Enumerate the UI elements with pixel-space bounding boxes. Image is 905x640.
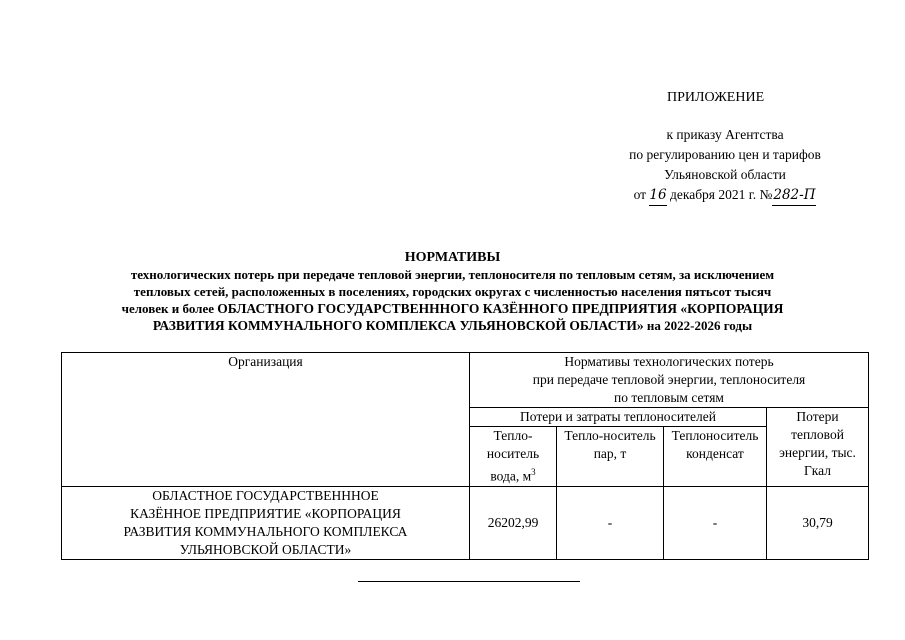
document-subtitle xyxy=(60,266,845,334)
header-line: конденсат xyxy=(686,446,744,461)
subtitle-line xyxy=(60,317,845,334)
bottom-divider xyxy=(358,581,580,582)
header-line: пар, т xyxy=(593,446,627,461)
subtitle-line: тепловых сетей, расположенных в поселениях, городских округах с численностью населения пятьсот тысяч xyxy=(133,284,772,299)
header-water xyxy=(470,427,557,487)
header-condensate xyxy=(664,427,767,487)
cell-condensate: - xyxy=(664,486,767,559)
cell-steam: - xyxy=(557,486,664,559)
header-organization: Организация xyxy=(62,353,470,487)
document-title: НОРМАТИВЫ xyxy=(404,250,501,265)
header-losses-group: Потери и затраты теплоносителей xyxy=(470,408,767,427)
order-line: по регулированию цен и тарифов xyxy=(629,147,821,162)
org-line: РАЗВИТИЯ КОММУНАЛЬНОГО КОМПЛЕКСА xyxy=(123,523,408,539)
subtitle-line: технологических потерь при передаче тепловой энергии, теплоносителя по тепловым сетям, за исключением xyxy=(130,267,775,282)
subtitle-line xyxy=(60,300,845,317)
header-line xyxy=(473,463,553,486)
header-line: носитель xyxy=(486,446,540,461)
header-line: энергии, тыс. xyxy=(779,445,856,460)
cell-water: 26202,99 xyxy=(470,486,557,559)
superscript: 3 xyxy=(531,467,536,477)
date-rest: декабря 2021 г. № xyxy=(669,187,773,202)
header-water-unit: вода, м xyxy=(490,468,532,484)
header-line: Гкал xyxy=(803,463,831,478)
subtitle-org-name: ОБЛАСТНОГО ГОСУДАРСТВЕНННОГО КАЗЁННОГО ПРЕДПРИЯТИЯ «КОРПОРАЦИЯ xyxy=(217,301,784,316)
header-line: Потери xyxy=(796,409,839,424)
handwritten-order-number: 282-П xyxy=(772,185,816,206)
header-steam xyxy=(557,427,664,487)
table-row xyxy=(62,486,869,559)
header-norms-line: Нормативы технологических потерь xyxy=(564,354,774,369)
handwritten-day: 16 xyxy=(649,185,666,206)
header-line: Тепло-носитель xyxy=(564,428,656,443)
header-line: Тепло- xyxy=(493,428,533,443)
order-date-line xyxy=(560,185,890,206)
subtitle-org-name-cont: РАЗВИТИЯ КОММУНАЛЬНОГО КОМПЛЕКСА УЛЬЯНОВСКОЙ ОБЛАСТИ» xyxy=(152,318,644,333)
org-line: ОБЛАСТНОЕ ГОСУДАРСТВЕНННОЕ xyxy=(152,487,379,503)
header-norms xyxy=(470,353,869,408)
order-line: к приказу Агентства xyxy=(666,127,784,142)
header-norms-line: при передаче тепловой энергии, теплоносителя xyxy=(532,372,806,387)
norms-table xyxy=(61,352,869,560)
date-prefix: от xyxy=(633,187,647,202)
header-line: Теплоноситель xyxy=(671,428,759,443)
subtitle-prefix: человек и более xyxy=(121,301,214,316)
order-reference xyxy=(560,125,890,206)
header-heat-losses xyxy=(767,408,869,487)
order-line: Ульяновской области xyxy=(664,167,786,182)
cell-organization xyxy=(62,486,470,559)
appendix-label: ПРИЛОЖЕНИЕ xyxy=(667,90,765,105)
header-line: тепловой xyxy=(791,427,844,442)
header-norms-line: по тепловым сетям xyxy=(614,390,724,405)
org-line: УЛЬЯНОВСКОЙ ОБЛАСТИ» xyxy=(179,541,352,557)
cell-heat: 30,79 xyxy=(767,486,869,559)
subtitle-years: на 2022-2026 годы xyxy=(646,318,753,333)
org-line: КАЗЁННОЕ ПРЕДПРИЯТИЕ «КОРПОРАЦИЯ xyxy=(130,505,401,521)
